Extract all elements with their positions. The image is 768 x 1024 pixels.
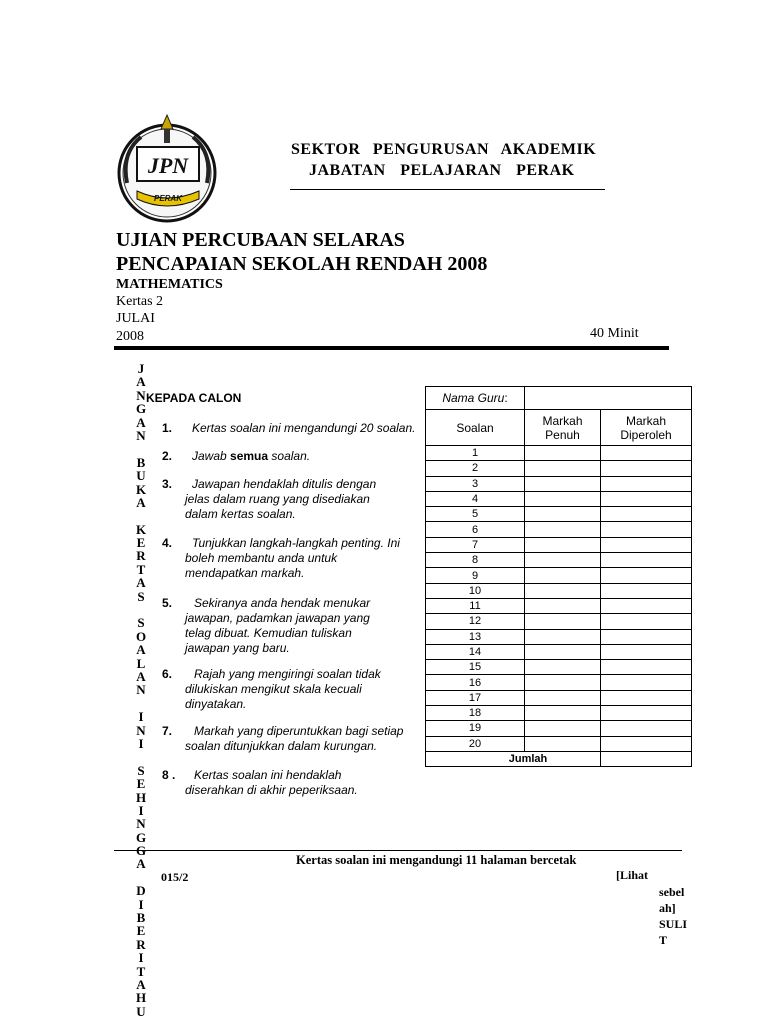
- exam-title-line1: UJIAN PERCUBAAN SELARAS: [116, 229, 405, 251]
- obtained-marks-cell[interactable]: [601, 706, 692, 721]
- table-row: [426, 721, 692, 736]
- col-header-question: Soalan: [426, 410, 525, 446]
- vertical-warning-letter: R: [136, 936, 146, 952]
- table-row: [426, 522, 692, 537]
- vertical-warning-letter: A: [136, 976, 146, 992]
- full-marks-cell[interactable]: [525, 736, 601, 751]
- teacher-label-cell: Nama Guru:: [426, 387, 525, 410]
- obtained-marks-cell[interactable]: [601, 553, 692, 568]
- vertical-warning-letter: G: [135, 829, 147, 845]
- table-row: [426, 476, 692, 491]
- obtained-marks-cell[interactable]: [601, 644, 692, 659]
- vertical-warning-letter: S: [137, 762, 145, 778]
- vertical-warning-letter: N: [136, 816, 146, 832]
- vertical-warning-letter: A: [136, 856, 146, 872]
- paper-code: 015/2: [161, 870, 189, 884]
- vertical-warning-letter: T: [136, 963, 146, 979]
- question-number: 9: [426, 568, 525, 583]
- full-marks-cell[interactable]: [525, 598, 601, 613]
- table-row: [426, 690, 692, 705]
- full-marks-cell[interactable]: [525, 507, 601, 522]
- vertical-warning-letter: L: [136, 655, 146, 671]
- instruction-1: 1. Kertas soalan ini mengandungi 20 soalan.: [162, 421, 416, 435]
- full-marks-cell[interactable]: [525, 568, 601, 583]
- top-rule: [114, 346, 669, 350]
- vertical-warning-letter: D: [136, 883, 146, 899]
- table-row: [426, 507, 692, 522]
- obtained-marks-cell[interactable]: [601, 614, 692, 629]
- obtained-marks-cell[interactable]: [601, 507, 692, 522]
- obtained-marks-cell[interactable]: [601, 537, 692, 552]
- full-marks-cell[interactable]: [525, 491, 601, 506]
- question-number: 18: [426, 706, 525, 721]
- question-number: 1: [426, 446, 525, 461]
- vertical-warning-letter: K: [135, 521, 147, 537]
- obtained-marks-cell[interactable]: [601, 583, 692, 598]
- header-line-jabatan: JABATAN PELAJARAN PERAK: [309, 162, 575, 179]
- vertical-warning-letter: K: [135, 481, 147, 497]
- obtained-marks-cell[interactable]: [601, 476, 692, 491]
- vertical-warning-letter: R: [136, 548, 146, 564]
- vertical-warning-letter: I: [138, 709, 144, 725]
- full-marks-cell[interactable]: [525, 614, 601, 629]
- question-number: 7: [426, 537, 525, 552]
- instruction-8: 8 . Kertas soalan ini hendaklah diserahkan di akhir peperiksaan.: [162, 768, 358, 797]
- obtained-marks-cell[interactable]: [601, 598, 692, 613]
- total-marks-field[interactable]: [601, 751, 692, 766]
- full-marks-cell[interactable]: [525, 706, 601, 721]
- teacher-name-field[interactable]: [525, 387, 692, 410]
- vertical-warning-letter: A: [136, 642, 146, 658]
- obtained-marks-cell[interactable]: [601, 446, 692, 461]
- obtained-marks-cell[interactable]: [601, 491, 692, 506]
- vertical-warning-letter: B: [136, 454, 146, 470]
- obtained-marks-cell[interactable]: [601, 690, 692, 705]
- question-number: 3: [426, 476, 525, 491]
- subject: MATHEMATICS: [116, 277, 223, 292]
- teacher-row: [426, 387, 692, 410]
- table-row: [426, 660, 692, 675]
- vertical-warning-letter: I: [138, 802, 144, 818]
- instruction-4: 4. Tunjukkan langkah-langkah penting. Ini boleh membantu anda untuk mendapatkan markah.: [162, 536, 400, 580]
- question-number: 13: [426, 629, 525, 644]
- question-number: 8: [426, 553, 525, 568]
- exam-month: JULAI: [116, 311, 155, 326]
- obtained-marks-cell[interactable]: [601, 675, 692, 690]
- vertical-warning-letter: S: [137, 615, 145, 631]
- vertical-warning-letter: N: [136, 722, 146, 738]
- table-row: [426, 461, 692, 476]
- table-row: [426, 553, 692, 568]
- full-marks-cell[interactable]: [525, 476, 601, 491]
- vertical-warning-letter: T: [136, 561, 146, 577]
- exam-title-line2: PENCAPAIAN SEKOLAH RENDAH 2008: [116, 253, 488, 275]
- table-row: [426, 583, 692, 598]
- col-header-full-marks: Markah Penuh: [525, 410, 601, 446]
- full-marks-cell[interactable]: [525, 644, 601, 659]
- question-number: 2: [426, 461, 525, 476]
- vertical-warning-letter: S: [137, 588, 145, 604]
- instruction-5: 5. Sekiranya anda hendak menukar jawapan, padamkan jawapan yang telag dibuat. Kemudian tuliskan jawapan yang baru.: [162, 596, 371, 655]
- table-row: [426, 598, 692, 613]
- obtained-marks-cell[interactable]: [601, 629, 692, 644]
- vertical-warning-letter: I: [138, 950, 144, 966]
- vertical-warning-letter: U: [136, 468, 146, 484]
- vertical-warning-letter: N: [136, 427, 146, 443]
- page-count-note: Kertas soalan ini mengandungi 11 halaman bercetak: [296, 853, 577, 867]
- vertical-warning-letter: E: [136, 923, 146, 939]
- full-marks-cell[interactable]: [525, 629, 601, 644]
- vertical-warning-letter: J: [137, 361, 145, 376]
- obtained-marks-cell[interactable]: [601, 660, 692, 675]
- obtained-marks-cell[interactable]: [601, 568, 692, 583]
- overleaf-suli-label: sebel ah] SULI T: [659, 885, 688, 947]
- vertical-warning-text: [131, 362, 151, 1018]
- vertical-warning-letter: A: [136, 494, 146, 510]
- obtained-marks-cell[interactable]: [601, 721, 692, 736]
- vertical-warning-letter: H: [135, 789, 147, 805]
- exam-year: 2008: [116, 329, 144, 344]
- question-number: 14: [426, 644, 525, 659]
- question-number: 5: [426, 507, 525, 522]
- obtained-marks-cell[interactable]: [601, 522, 692, 537]
- vertical-warning-letter: G: [135, 401, 147, 417]
- exam-duration: 40 Minit: [590, 326, 639, 341]
- vertical-warning-letter: H: [135, 990, 147, 1006]
- full-marks-cell[interactable]: [525, 553, 601, 568]
- table-header-row: [426, 410, 692, 446]
- vertical-warning-letter: A: [136, 575, 146, 591]
- vertical-warning-letter: A: [136, 668, 146, 684]
- question-number: 10: [426, 583, 525, 598]
- bottom-rule: [114, 850, 682, 851]
- full-marks-cell[interactable]: [525, 583, 601, 598]
- full-marks-cell[interactable]: [525, 660, 601, 675]
- table-row: [426, 537, 692, 552]
- instruction-6: 6. Rajah yang mengiringi soalan tidak dilukiskan mengikut skala kecuali dinyatakan.: [162, 667, 381, 711]
- question-number: 12: [426, 614, 525, 629]
- instruction-3: 3. Jawapan hendaklah ditulis dengan jelas dalam ruang yang disediakan dalam kertas soalan.: [162, 477, 377, 521]
- table-row: [426, 446, 692, 461]
- vertical-warning-letter: A: [136, 414, 146, 430]
- vertical-warning-letter: N: [136, 387, 146, 403]
- vertical-warning-letter: I: [138, 735, 144, 751]
- col-header-obtained: Markah Diperoleh: [601, 410, 692, 446]
- full-marks-cell[interactable]: [525, 690, 601, 705]
- paper-number: Kertas 2: [116, 294, 164, 309]
- question-number: 20: [426, 736, 525, 751]
- vertical-warning-letter: E: [136, 535, 146, 551]
- full-marks-cell[interactable]: [525, 675, 601, 690]
- full-marks-cell[interactable]: [525, 537, 601, 552]
- full-marks-cell[interactable]: [525, 522, 601, 537]
- instruction-7: 7. Markah yang diperuntukkan bagi setiap soalan ditunjukkan dalam kurungan.: [162, 724, 404, 753]
- table-row: [426, 644, 692, 659]
- instruction-2: 2. Jawab semua soalan.: [162, 449, 311, 463]
- header-line-sektor: SEKTOR PENGURUSAN AKADEMIK: [291, 141, 597, 158]
- question-number: 16: [426, 675, 525, 690]
- vertical-warning-letter: U: [136, 1003, 146, 1019]
- jpn-perak-crest-logo: [107, 113, 229, 225]
- table-row: [426, 629, 692, 644]
- svg-text:JPN: JPN: [147, 153, 189, 178]
- table-row: [426, 736, 692, 751]
- marks-table: [425, 386, 692, 767]
- question-number: 4: [426, 491, 525, 506]
- table-row: [426, 491, 692, 506]
- full-marks-cell[interactable]: [525, 461, 601, 476]
- question-number: 15: [426, 660, 525, 675]
- table-row: [426, 614, 692, 629]
- vertical-warning-letter: B: [136, 910, 146, 926]
- vertical-warning-letter: A: [136, 374, 146, 390]
- vertical-warning-letter: O: [135, 628, 147, 644]
- see-overleaf-label: [Lihat: [616, 868, 649, 882]
- full-marks-cell[interactable]: [525, 721, 601, 736]
- vertical-warning-letter: E: [136, 776, 146, 792]
- table-row: [426, 675, 692, 690]
- question-number: 19: [426, 721, 525, 736]
- svg-text:PERAK: PERAK: [153, 194, 183, 203]
- candidate-heading: KEPADA CALON: [146, 391, 242, 405]
- table-row: [426, 706, 692, 721]
- vertical-warning-letter: I: [138, 896, 144, 912]
- obtained-marks-cell[interactable]: [601, 461, 692, 476]
- vertical-warning-letter: N: [136, 682, 146, 698]
- total-label: Jumlah: [426, 751, 601, 766]
- question-number: 6: [426, 522, 525, 537]
- header-underline: [290, 189, 605, 190]
- total-row: [426, 751, 692, 766]
- question-number: 17: [426, 690, 525, 705]
- obtained-marks-cell[interactable]: [601, 736, 692, 751]
- full-marks-cell[interactable]: [525, 446, 601, 461]
- question-number: 11: [426, 598, 525, 613]
- table-row: [426, 568, 692, 583]
